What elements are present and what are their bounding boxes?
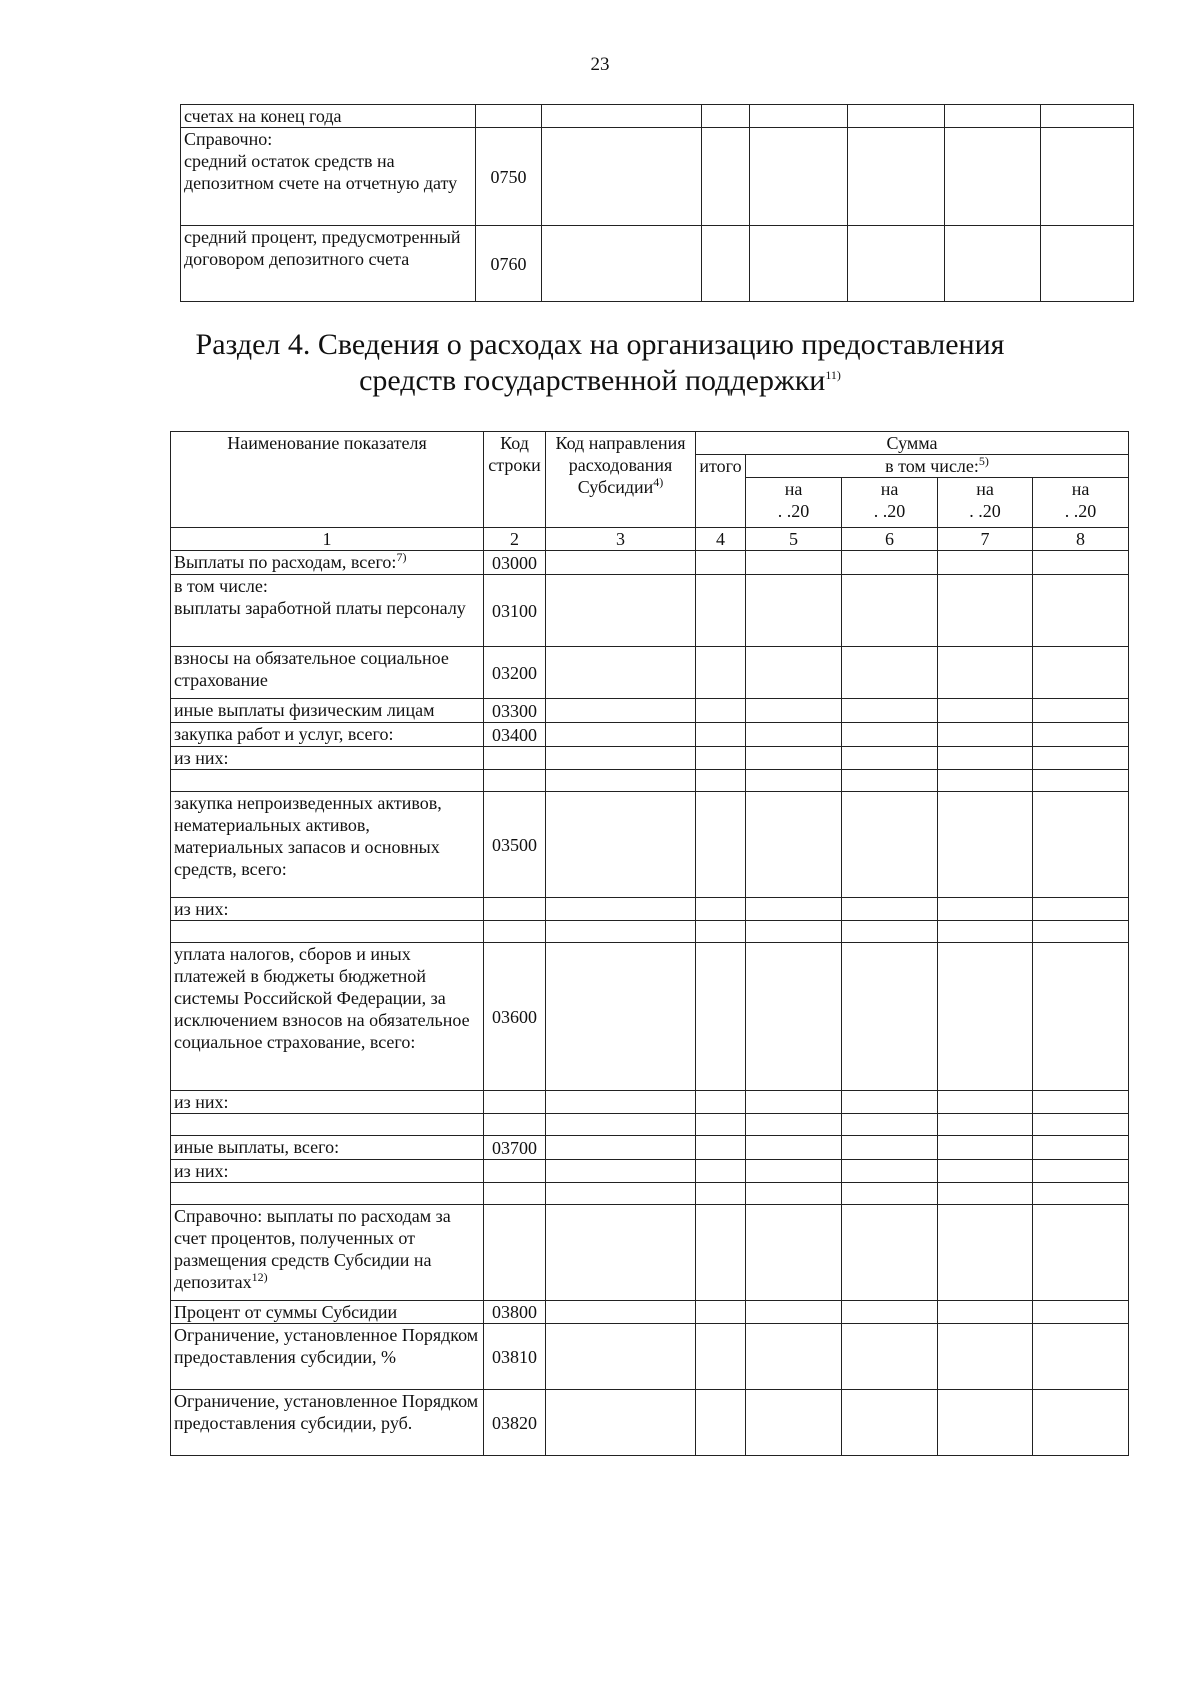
table-row (171, 898, 1129, 921)
table-row (171, 1324, 1129, 1390)
row-code (484, 1160, 546, 1183)
value-cell (746, 921, 842, 943)
col-number: 7 (938, 528, 1033, 551)
table-row (171, 770, 1129, 792)
header-code-direction: Код направления расходования Субсидии$^{4)}$ (546, 432, 696, 528)
value-cell (746, 1160, 842, 1183)
value-cell (696, 770, 746, 792)
value-cell (546, 770, 696, 792)
value-cell (696, 1183, 746, 1205)
value-cell (746, 723, 842, 747)
value-cell (938, 1114, 1033, 1136)
row-label (171, 770, 484, 792)
table-row (171, 1160, 1129, 1183)
value-cell (1033, 1114, 1129, 1136)
value-cell (938, 1183, 1033, 1205)
value-cell (1033, 1183, 1129, 1205)
value-cell (696, 1324, 746, 1390)
table-row (171, 1114, 1129, 1136)
col-number: 2 (484, 528, 546, 551)
value-cell (1033, 770, 1129, 792)
value-cell (696, 1136, 746, 1160)
value-cell (1033, 1091, 1129, 1114)
row-code: 03100 (484, 575, 546, 647)
value-cell (938, 921, 1033, 943)
row-label: иные выплаты, всего: (171, 1136, 484, 1160)
value-cell (696, 723, 746, 747)
value-cell (938, 1324, 1033, 1390)
header-period: на . .20 (842, 478, 938, 528)
value-cell (546, 898, 696, 921)
value-cell (546, 1183, 696, 1205)
row-label (171, 1114, 484, 1136)
value-cell (746, 647, 842, 699)
value-cell (746, 747, 842, 770)
value-cell (938, 943, 1033, 1091)
row-label: закупка работ и услуг, всего: (171, 723, 484, 747)
row-code: 03500 (484, 792, 546, 898)
row-label: иные выплаты физическим лицам (171, 699, 484, 723)
value-cell (842, 575, 938, 647)
header-row (171, 432, 1129, 455)
value-cell (842, 699, 938, 723)
value-cell (546, 1301, 696, 1324)
row-code: 03600 (484, 943, 546, 1091)
value-cell (546, 575, 696, 647)
row-code (484, 1205, 546, 1301)
row-label: в том числе: выплаты заработной платы персоналу (171, 575, 484, 647)
value-cell (696, 943, 746, 1091)
value-cell (546, 1160, 696, 1183)
value-cell (696, 898, 746, 921)
row-code: 0750 (476, 128, 542, 226)
header-period: на . .20 (746, 478, 842, 528)
value-cell (1033, 1301, 1129, 1324)
value-cell (1033, 575, 1129, 647)
value-cell (546, 1390, 696, 1456)
col-number: 6 (842, 528, 938, 551)
header-period: на . .20 (1033, 478, 1129, 528)
table-row (171, 792, 1129, 898)
header-name: Наименование показателя (171, 432, 484, 528)
value-cell (696, 1160, 746, 1183)
table-row (181, 128, 1134, 226)
value-cell (1033, 1324, 1129, 1390)
value-cell (842, 1324, 938, 1390)
row-code (484, 1114, 546, 1136)
row-label: из них: (171, 1091, 484, 1114)
value-cell (938, 575, 1033, 647)
value-cell (938, 647, 1033, 699)
section-title-line2: средств государственной поддержки (359, 364, 826, 397)
value-cell (842, 1183, 938, 1205)
row-label (171, 1183, 484, 1205)
value-cell (842, 1301, 938, 1324)
value-cell (746, 699, 842, 723)
value-cell (746, 792, 842, 898)
table-row (171, 1183, 1129, 1205)
value-cell (1033, 1390, 1129, 1456)
value-cell (546, 792, 696, 898)
row-label: средний процент, предусмотренный договором депозитного счета (181, 226, 476, 302)
value-cell (696, 575, 746, 647)
value-cell (1033, 699, 1129, 723)
header-total: итого (696, 455, 746, 528)
value-cell (842, 1205, 938, 1301)
value-cell (696, 792, 746, 898)
value-cell (1033, 551, 1129, 575)
row-code (484, 1183, 546, 1205)
value-cell (546, 1205, 696, 1301)
value-cell (696, 699, 746, 723)
row-label: закупка непроизведенных активов, нематериальных активов, материальных запасов и основных средств, всего: (171, 792, 484, 898)
value-cell (1033, 1205, 1129, 1301)
value-cell (746, 770, 842, 792)
value-cell (938, 1205, 1033, 1301)
table-row (171, 1390, 1129, 1456)
value-cell (842, 898, 938, 921)
value-cell (696, 1091, 746, 1114)
header-code-row: Код строки (484, 432, 546, 528)
value-cell (938, 898, 1033, 921)
value-cell (938, 551, 1033, 575)
value-cell (842, 723, 938, 747)
value-cell (746, 551, 842, 575)
row-code: 03300 (484, 699, 546, 723)
value-cell (842, 943, 938, 1091)
value-cell (546, 747, 696, 770)
expenses-table-body (171, 551, 1129, 1456)
value-cell (746, 1114, 842, 1136)
table-row (171, 943, 1129, 1091)
value-cell (746, 1390, 842, 1456)
row-label: счетах на конец года (181, 105, 476, 128)
value-cell (938, 1136, 1033, 1160)
value-cell (546, 1114, 696, 1136)
value-cell (696, 551, 746, 575)
value-cell (696, 747, 746, 770)
value-cell (1033, 1160, 1129, 1183)
column-numbers-row (171, 528, 1129, 551)
page-number: 23 (590, 54, 610, 75)
value-cell (696, 921, 746, 943)
value-cell (746, 1136, 842, 1160)
value-cell (938, 699, 1033, 723)
row-code (484, 747, 546, 770)
col-number: 5 (746, 528, 842, 551)
table-row (171, 921, 1129, 943)
row-code: 03810 (484, 1324, 546, 1390)
value-cell (938, 1160, 1033, 1183)
table-row (181, 226, 1134, 302)
value-cell (842, 551, 938, 575)
value-cell (546, 943, 696, 1091)
section-title-line1: Раздел 4. Сведения о расходах на организацию предоставления (195, 328, 1005, 361)
value-cell (746, 898, 842, 921)
table-row (171, 1301, 1129, 1324)
value-cell (842, 1136, 938, 1160)
row-label: Выплаты по расходам, всего:$^{7)}$ (171, 551, 484, 575)
value-cell (842, 1091, 938, 1114)
row-label: из них: (171, 898, 484, 921)
row-label: из них: (171, 747, 484, 770)
value-cell (938, 723, 1033, 747)
col-number: 8 (1033, 528, 1129, 551)
value-cell (938, 1091, 1033, 1114)
value-cell (1033, 647, 1129, 699)
header-period: на . .20 (938, 478, 1033, 528)
value-cell (696, 1390, 746, 1456)
table-row (171, 699, 1129, 723)
value-cell (546, 723, 696, 747)
footnote-ref: 11) (825, 368, 841, 382)
value-cell (1033, 921, 1129, 943)
row-label: Ограничение, установленное Порядком предоставления субсидии, % (171, 1324, 484, 1390)
value-cell (696, 1301, 746, 1324)
value-cell (938, 747, 1033, 770)
row-label: из них: (171, 1160, 484, 1183)
value-cell (842, 792, 938, 898)
value-cell (938, 770, 1033, 792)
value-cell (842, 647, 938, 699)
value-cell (1033, 898, 1129, 921)
row-label: Справочно: средний остаток средств на депозитном счете на отчетную дату (181, 128, 476, 226)
value-cell (938, 1301, 1033, 1324)
table-row (171, 723, 1129, 747)
header-sum: Сумма (696, 432, 1129, 455)
row-code (484, 921, 546, 943)
row-label: Справочно: выплаты по расходам за счет процентов, полученных от размещения средств Субсидии на депозитах$^{12)}$ (171, 1205, 484, 1301)
value-cell (1033, 943, 1129, 1091)
row-code (484, 770, 546, 792)
value-cell (546, 647, 696, 699)
value-cell (842, 1160, 938, 1183)
row-code: 03700 (484, 1136, 546, 1160)
row-label: взносы на обязательное социальное страхование (171, 647, 484, 699)
row-code: 03800 (484, 1301, 546, 1324)
value-cell (696, 1114, 746, 1136)
value-cell (746, 943, 842, 1091)
value-cell (746, 1324, 842, 1390)
value-cell (546, 921, 696, 943)
value-cell (746, 1205, 842, 1301)
value-cell (546, 1136, 696, 1160)
row-code: 03400 (484, 723, 546, 747)
value-cell (842, 1390, 938, 1456)
value-cell (696, 647, 746, 699)
value-cell (842, 1114, 938, 1136)
row-code: 03000 (484, 551, 546, 575)
value-cell (1033, 1136, 1129, 1160)
table-row (171, 1205, 1129, 1301)
expenses-table (170, 431, 1129, 1456)
table-row (181, 105, 1134, 128)
table-row (171, 1091, 1129, 1114)
row-code: 03820 (484, 1390, 546, 1456)
row-code (484, 1091, 546, 1114)
col-number: 1 (171, 528, 484, 551)
value-cell (1033, 723, 1129, 747)
value-cell (746, 1091, 842, 1114)
row-code: 03200 (484, 647, 546, 699)
table-row (171, 1136, 1129, 1160)
row-label: уплата налогов, сборов и иных платежей в бюджеты бюджетной системы Российской Федерации, за исключением взносов на обязательное социальное страхование, всего: (171, 943, 484, 1091)
row-code (484, 898, 546, 921)
col-number: 4 (696, 528, 746, 551)
value-cell (546, 551, 696, 575)
value-cell (546, 1091, 696, 1114)
value-cell (842, 747, 938, 770)
section-title (0, 327, 1200, 399)
row-code (476, 105, 542, 128)
row-label (171, 921, 484, 943)
row-code: 0760 (476, 226, 542, 302)
value-cell (842, 770, 938, 792)
value-cell (938, 1390, 1033, 1456)
value-cell (746, 1183, 842, 1205)
table-row (171, 747, 1129, 770)
value-cell (696, 1205, 746, 1301)
col-number: 3 (546, 528, 696, 551)
continued-table (180, 104, 1134, 302)
row-label: Ограничение, установленное Порядком предоставления субсидии, руб. (171, 1390, 484, 1456)
value-cell (746, 575, 842, 647)
table-row (171, 551, 1129, 575)
row-label: Процент от суммы Субсидии (171, 1301, 484, 1324)
value-cell (938, 792, 1033, 898)
value-cell (746, 1301, 842, 1324)
value-cell (546, 1324, 696, 1390)
value-cell (842, 921, 938, 943)
value-cell (546, 699, 696, 723)
table-row (171, 575, 1129, 647)
value-cell (1033, 792, 1129, 898)
value-cell (1033, 747, 1129, 770)
header-including: в том числе:$^{5)}$ (746, 455, 1129, 478)
table-row (171, 647, 1129, 699)
